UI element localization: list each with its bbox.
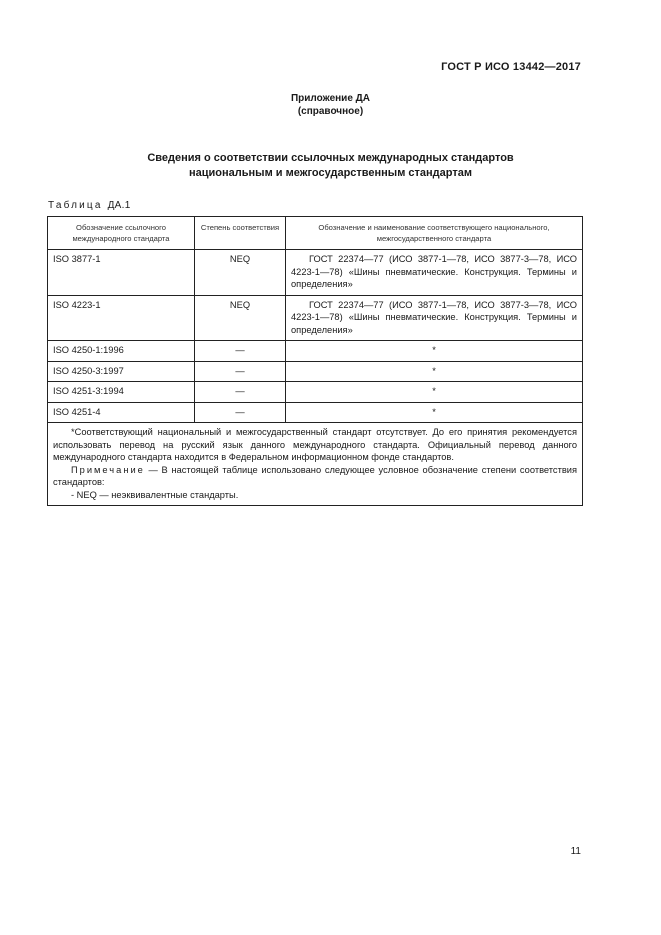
table-legend: - NEQ — неэквивалентные стандарты. bbox=[71, 489, 239, 500]
column-header-degree: Степень соответствия bbox=[195, 217, 286, 250]
table-row bbox=[48, 402, 583, 423]
table-row bbox=[48, 361, 583, 382]
cell-degree: — bbox=[195, 382, 286, 403]
table-notes-row bbox=[48, 423, 583, 506]
cell-national: * bbox=[286, 361, 583, 382]
cell-national: * bbox=[286, 382, 583, 403]
document-code: ГОСТ Р ИСО 13442—2017 bbox=[441, 61, 581, 73]
table-row bbox=[48, 341, 583, 362]
note-label: Примечание bbox=[71, 464, 145, 475]
table-footnote: *Соответствующий национальный и межгосударственный стандарт отсутствует. До его принятия рекомендуется использовать перевод на русский язык данного международного стандарта. Официальный перевод данного международного стандарта находится в Федеральном информационном фонде стандартов. bbox=[53, 427, 577, 462]
note-text: — В настоящей таблице использовано следующее условное обозначение степени соответствия стандартов: bbox=[53, 464, 577, 487]
annex-type: (справочное) bbox=[297, 106, 364, 117]
cell-standard: ISO 4251-4 bbox=[48, 402, 195, 423]
page-number: 11 bbox=[570, 846, 581, 857]
table-caption-word: Таблица bbox=[48, 200, 103, 211]
table-note bbox=[53, 464, 577, 489]
cell-standard: ISO 4223-1 bbox=[48, 295, 195, 341]
table-row bbox=[48, 295, 583, 341]
section-title-line1: Сведения о соответствии ссылочных международных стандартов bbox=[147, 152, 514, 164]
table-caption-number: ДА.1 bbox=[107, 200, 131, 211]
column-header-national: Обозначение и наименование соответствующего национального, межгосударственного стандарта bbox=[286, 217, 583, 250]
cell-standard: ISO 3877-1 bbox=[48, 250, 195, 296]
section-title bbox=[0, 151, 661, 181]
cell-degree: — bbox=[195, 341, 286, 362]
table-row bbox=[48, 382, 583, 403]
section-title-line2: национальным и межгосударственным стандартам bbox=[189, 167, 472, 179]
cell-standard: ISO 4250-1:1996 bbox=[48, 341, 195, 362]
cell-degree: — bbox=[195, 361, 286, 382]
cell-national: * bbox=[286, 341, 583, 362]
cell-degree: — bbox=[195, 402, 286, 423]
cell-standard: ISO 4250-3:1997 bbox=[48, 361, 195, 382]
annex-title: Приложение ДА bbox=[290, 93, 371, 104]
column-header-international: Обозначение ссылочного международного стандарта bbox=[48, 217, 195, 250]
table-caption bbox=[48, 200, 131, 211]
cell-national: * bbox=[286, 402, 583, 423]
table-notes bbox=[48, 423, 583, 506]
cell-degree: NEQ bbox=[195, 295, 286, 341]
annex-heading bbox=[0, 92, 661, 118]
cell-standard: ISO 4251-3:1994 bbox=[48, 382, 195, 403]
table-row bbox=[48, 250, 583, 296]
cell-degree: NEQ bbox=[195, 250, 286, 296]
correspondence-table bbox=[47, 216, 583, 506]
cell-national: ГОСТ 22374—77 (ИСО 3877-1—78, ИСО 3877-3—78, ИСО 4223-1—78) «Шины пневматические. Конструкция. Термины и определения» bbox=[286, 295, 583, 341]
cell-national: ГОСТ 22374—77 (ИСО 3877-1—78, ИСО 3877-3—78, ИСО 4223-1—78) «Шины пневматические. Конструкция. Термины и определения» bbox=[286, 250, 583, 296]
table-header-row bbox=[48, 217, 583, 250]
